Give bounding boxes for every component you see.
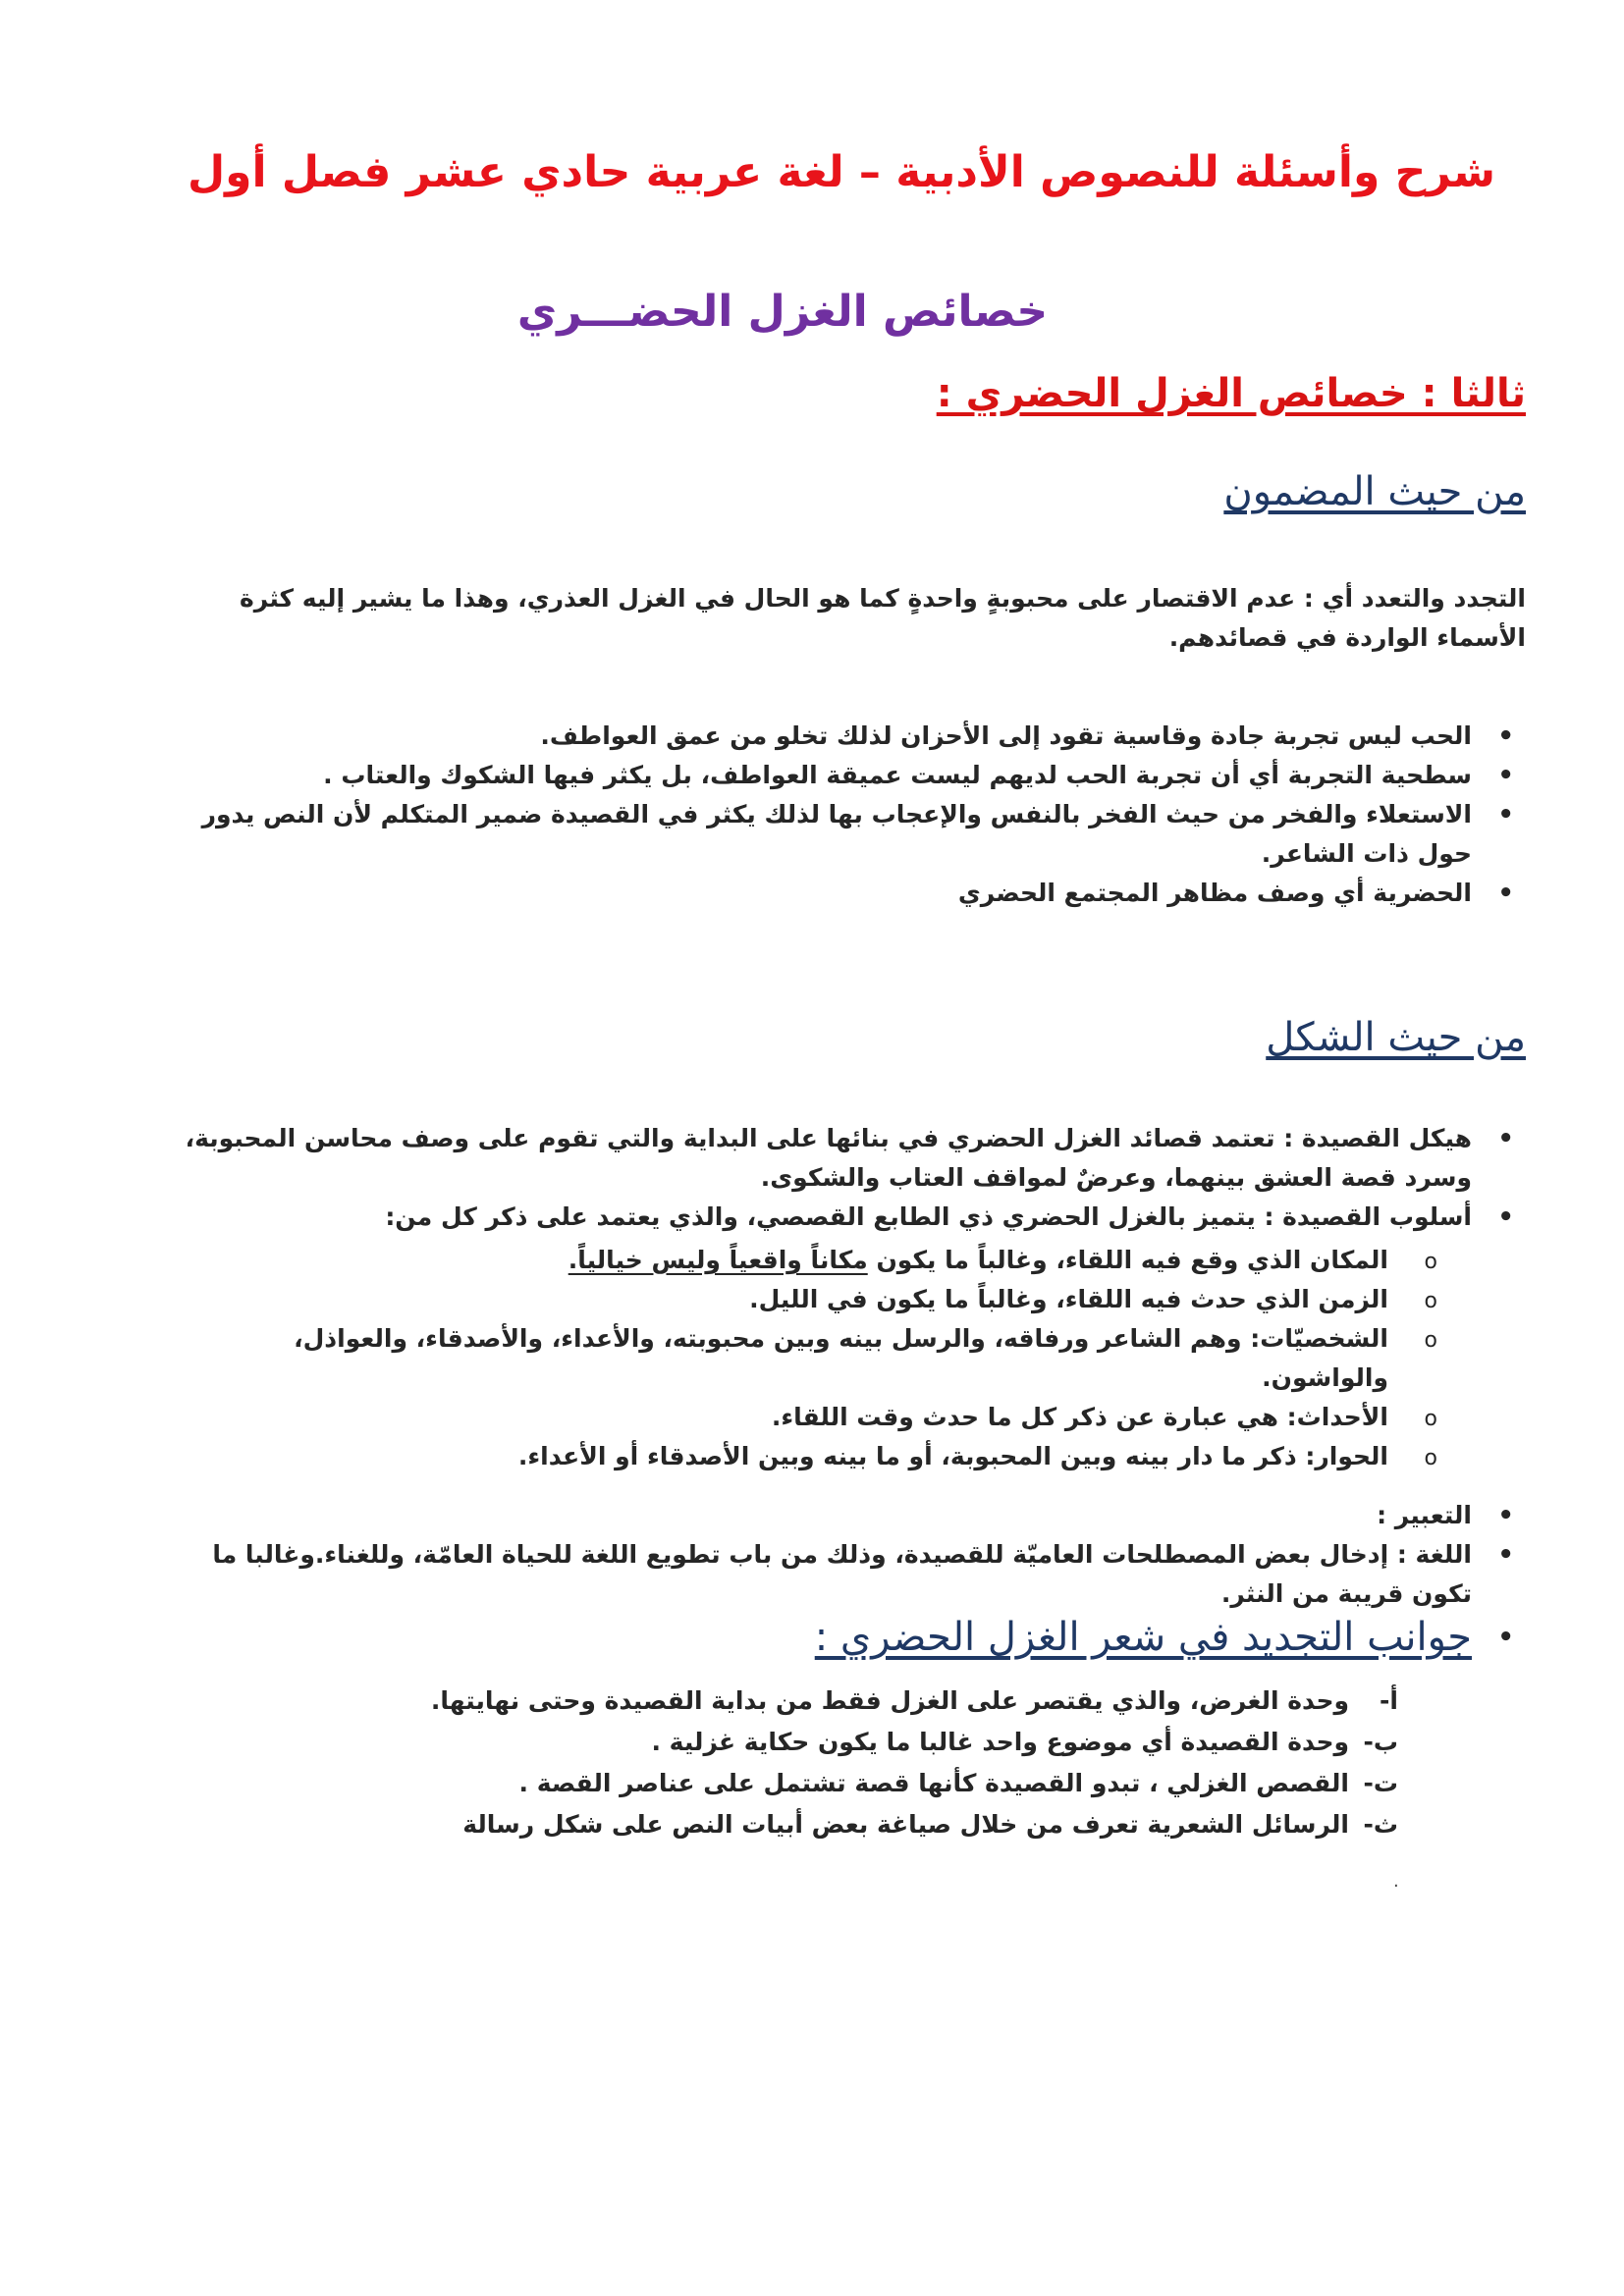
form-heading: من حيث الشكل <box>1266 1015 1526 1060</box>
section-heading: ثالثا : خصائص الغزل الحضري : <box>936 371 1526 416</box>
form-bullet-list <box>151 1119 1526 1237</box>
list-item: • هيكل القصيدة : تعتمد قصائد الغزل الحضري في بنائها على البداية والتي تقوم على وصف محاسن المحبوبة، وسرد قصة العشق بينهما، وعرضٌ لمواقف العتاب والشكوى. <box>151 1119 1526 1198</box>
sublist-item-characters: o الشخصيّات: وهم الشاعر ورفاقه، والرسل بينه وبين محبوبته، والأعداء، والأصدقاء، والعواذل، والواشون. <box>200 1319 1457 1398</box>
renewal-heading: جوانب التجديد في شعر الغزل الحضري : <box>814 1615 1472 1660</box>
list-item: • الاستعلاء والفخر من حيث الفخر بالنفس والإعجاب بها لذلك يكثر في القصيدة ضمير المتكلم لأن النص يدور حول ذات الشاعر. <box>151 795 1526 874</box>
list-item: ب- وحدة القصيدة أي موضوع واحد غالبا ما يكون حكاية غزلية . <box>651 1728 1398 1756</box>
language-bullet-list <box>151 1496 1526 1662</box>
list-item: أ- وحدة الغرض، والذي يقتصر على الغزل فقط من بداية القصيدة وحتى نهايتها. <box>430 1686 1398 1715</box>
list-item: • أسلوب القصيدة : يتميز بالغزل الحضري ذي الطابع القصصي، والذي يعتمد على ذكر كل من: <box>151 1198 1526 1237</box>
sublist-item-events: o الأحداث: هي عبارة عن ذكر كل ما حدث وقت اللقاء. <box>200 1398 1457 1437</box>
content-paragraph: التجدد والتعدد أي : عدم الاقتصار على محبوبةٍ واحدةٍ كما هو الحال في الغزل العذري، وهذا ما يشير إليه كثرة الأسماء الواردة في قصائدهم. <box>240 584 1526 652</box>
list-item: ت- القصص الغزلي ، تبدو القصيدة كأنها قصة تشتمل على عناصر القصة . <box>518 1769 1398 1797</box>
content-heading: من حيث المضمون <box>1223 469 1526 514</box>
list-item-expression: • التعبير : <box>151 1496 1526 1535</box>
renewal-list <box>220 1681 1398 1845</box>
sublist-item-dialogue: o الحوار: ذكر ما دار بينه وبين المحبوبة، أو ما بينه وبين الأصدقاء أو الأعداء. <box>200 1437 1457 1476</box>
list-item: • الحضرية أي وصف مظاهر المجتمع الحضري <box>151 874 1526 913</box>
page-title: شرح وأسئلة للنصوص الأدبية – لغة عربية حادي عشر فصل أول <box>187 147 1496 197</box>
list-item-language: • اللغة : إدخال بعض المصطلحات العاميّة للقصيدة، وذلك من باب تطويع اللغة للحياة العامّة، وللغناء.وغالبا ما تكون قريبة من النثر. <box>151 1535 1526 1614</box>
list-item: • الحب ليس تجربة جادة وقاسية تقود إلى الأحزان لذلك تخلو من عمق العواطف. <box>151 717 1526 756</box>
content-bullet-list <box>151 717 1526 913</box>
place-underlined-text: مكاناً واقعياً وليس خيالياً. <box>568 1246 868 1274</box>
sublist-item-time: o الزمن الذي حدث فيه اللقاء، وغالباً ما يكون في الليل. <box>200 1280 1457 1319</box>
list-item: • سطحية التجربة أي أن تجربة الحب لديهم ليست عميقة العواطف، بل يكثر فيها الشكوك والعتاب . <box>151 756 1526 795</box>
style-sublist <box>200 1241 1457 1476</box>
list-item: ث- الرسائل الشعرية تعرف من خلال صياغة بعض أبيات النص على شكل رسالة <box>462 1810 1398 1839</box>
list-item-renewal <box>151 1615 1526 1662</box>
place-text: المكان الذي وقع فيه اللقاء، وغالباً ما يكون <box>876 1246 1388 1274</box>
sublist-item-place <box>200 1241 1457 1280</box>
stray-dot: . <box>1393 1871 1399 1892</box>
page-subtitle: خصائص الغزل الحضـــري <box>516 287 1049 337</box>
